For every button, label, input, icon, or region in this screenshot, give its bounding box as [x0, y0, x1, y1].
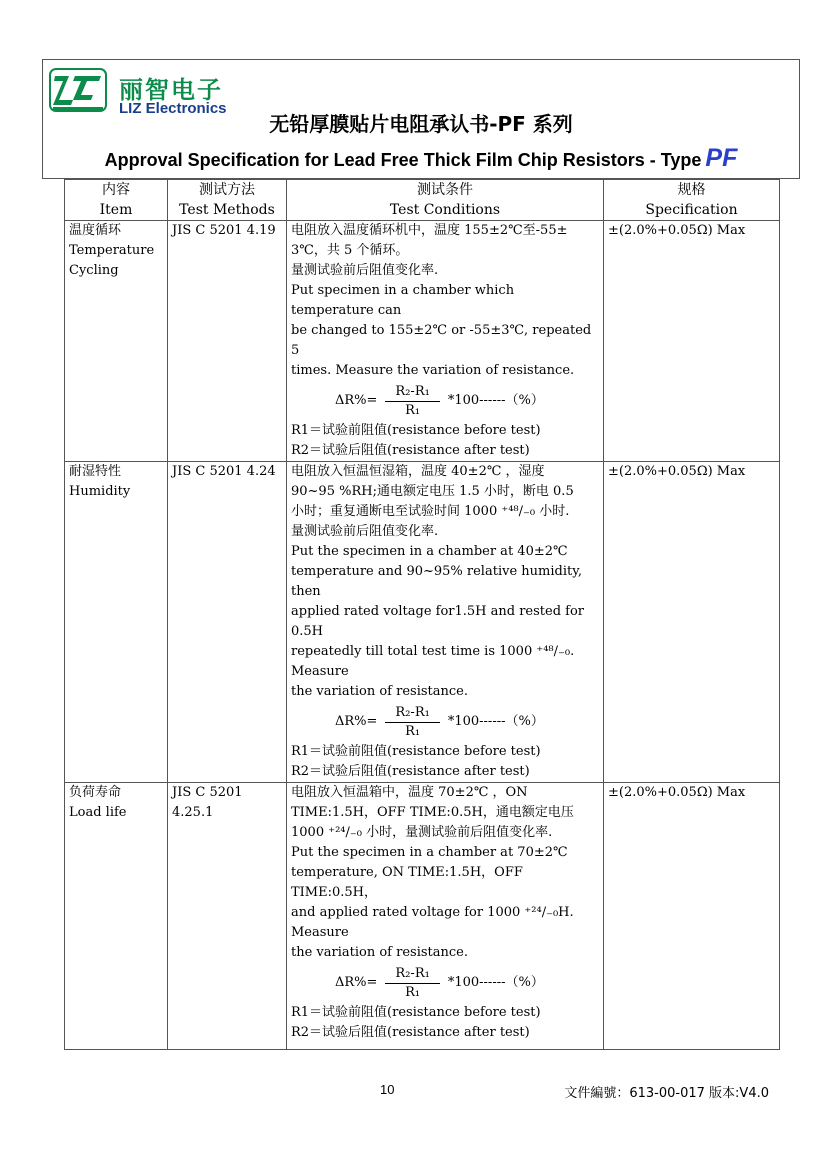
conditions-cell-line: Put the specimen in a chamber at 40±2℃ [291, 544, 568, 559]
specification-value: ±(2.0%+0.05Ω) Max [608, 785, 746, 800]
method-cell-line: JIS C 5201 [172, 785, 243, 800]
header-item-en: Item [99, 202, 133, 218]
conditions-cell-line: 3℃，共 5 个循环。 [291, 243, 409, 258]
resistance-note: R1＝试验前阻值(resistance before test) [291, 744, 541, 759]
conditions-cell-line: Put the specimen in a chamber at 70±2℃ [291, 845, 568, 860]
item-cell-line: Temperature [69, 243, 155, 258]
title-english [43, 144, 799, 173]
table-row [65, 221, 780, 462]
formula-rhs: *100------（%） [447, 975, 544, 990]
formula-lhs: ΔR%= [335, 393, 378, 408]
item-cell-line: 负荷寿命 [69, 785, 122, 800]
conditions-cell [287, 221, 604, 462]
conditions-cell-line: TIME:1.5H，OFF TIME:0.5H，通电额定电压 [291, 805, 574, 820]
item-cell-line: Cycling [69, 263, 119, 278]
conditions-cell-line: applied rated voltage for1.5H and rested for 0.5H [291, 604, 585, 639]
resistance-note: R2＝试验后阻值(resistance after test) [291, 443, 530, 458]
header-item-cn: 内容 [102, 182, 130, 198]
formula-fraction [385, 704, 439, 741]
title-english-text: Approval Specification for Lead Free Thick Film Chip Resistors - Type [104, 150, 702, 170]
specification-value: ±(2.0%+0.05Ω) Max [608, 223, 746, 238]
resistance-change-formula [335, 381, 599, 421]
item-cell-line: 温度循环 [69, 223, 122, 238]
header-item [65, 180, 168, 221]
formula-denominator: R₁ [405, 402, 421, 418]
conditions-cell-line: 量测试验前后阻值变化率. [291, 524, 439, 539]
header-methods-en: Test Methods [179, 202, 275, 218]
resistance-note: R1＝试验前阻值(resistance before test) [291, 423, 541, 438]
method-cell-line: JIS C 5201 4.19 [172, 223, 276, 238]
formula-lhs: ΔR%= [335, 714, 378, 729]
table-row [65, 783, 780, 1050]
header-methods [168, 180, 287, 221]
specification-cell [604, 221, 780, 462]
conditions-cell-line: the variation of resistance. [291, 684, 468, 699]
formula-rhs: *100------（%） [447, 714, 544, 729]
title-chinese: 无铅厚膜贴片电阻承认书-PF 系列 [269, 112, 573, 136]
formula-lhs: ΔR%= [335, 975, 378, 990]
conditions-cell-line: 电阻放入恒温恒湿箱，温度 40±2℃ ，湿度 [291, 464, 545, 479]
resistance-note: R1＝试验前阻值(resistance before test) [291, 1005, 541, 1020]
title-type-pf: PF [705, 144, 738, 172]
method-cell [168, 462, 287, 783]
item-cell [65, 462, 168, 783]
conditions-cell-line: 1000 ⁺²⁴/₋₀ 小时，量测试验前后阻值变化率. [291, 825, 553, 840]
method-cell-line: 4.25.1 [172, 805, 214, 820]
item-cell [65, 221, 168, 462]
method-cell [168, 221, 287, 462]
conditions-cell-line: times. Measure the variation of resistance. [291, 363, 575, 378]
conditions-cell-line: 电阻放入恒温箱中，温度 70±2℃ ，ON [291, 785, 528, 800]
formula-rhs: *100------（%） [447, 393, 544, 408]
item-cell-line: 耐湿特性 [69, 464, 122, 479]
conditions-cell-line: the variation of resistance. [291, 945, 468, 960]
conditions-cell [287, 462, 604, 783]
logo-chinese-name: 丽智电子 [119, 76, 223, 104]
resistance-change-formula [335, 963, 599, 1003]
resistance-change-formula [335, 702, 599, 742]
conditions-cell-line: repeatedly till total test time is 1000 ⁺⁴⁸/₋₀. Measure [291, 644, 575, 679]
formula-numerator: R₂-R₁ [385, 704, 439, 723]
specification-cell [604, 462, 780, 783]
formula-fraction [385, 383, 439, 420]
table-header-row [65, 180, 780, 221]
header-conditions [287, 180, 604, 221]
formula-denominator: R₁ [405, 723, 421, 739]
method-cell [168, 783, 287, 1050]
conditions-cell-line: temperature, ON TIME:1.5H，OFF TIME:0.5H， [291, 865, 523, 900]
formula-denominator: R₁ [405, 984, 421, 1000]
conditions-cell [287, 783, 604, 1050]
table-row [65, 462, 780, 783]
conditions-cell-line: 90~95 %RH;通电额定电压 1.5 小时，断电 0.5 [291, 484, 574, 499]
item-cell [65, 783, 168, 1050]
resistance-note: R2＝试验后阻值(resistance after test) [291, 1025, 530, 1040]
conditions-cell-line: and applied rated voltage for 1000 ⁺²⁴/₋₀H. Measure [291, 905, 574, 940]
item-cell-line: Humidity [69, 484, 131, 499]
item-cell-line: Load life [69, 805, 127, 820]
conditions-cell-line: 小时；重复通断电至试验时间 1000 ⁺⁴⁸/₋₀ 小时. [291, 504, 570, 519]
conditions-cell-line: Put specimen in a chamber which temperature can [291, 283, 515, 318]
header-specification [604, 180, 780, 221]
page-number: 10 [380, 1082, 395, 1097]
logo-english-name: LIZ Electronics [119, 100, 227, 117]
conditions-cell-line: temperature and 90~95% relative humidity, then [291, 564, 582, 599]
liz-logo-icon [49, 68, 107, 112]
specification-value: ±(2.0%+0.05Ω) Max [608, 464, 746, 479]
specification-cell [604, 783, 780, 1050]
conditions-cell-line: 量测试验前后阻值变化率. [291, 263, 439, 278]
resistance-note: R2＝试验后阻值(resistance after test) [291, 764, 530, 779]
conditions-cell-line: be changed to 155±2℃ or -55±3℃, repeated 5 [291, 323, 592, 358]
conditions-cell-line: 电阻放入温度循环机中，温度 155±2℃至-55± [291, 223, 568, 238]
header-spec-cn: 规格 [677, 182, 706, 198]
header-conditions-cn: 测试条件 [417, 182, 473, 198]
document-header [42, 59, 800, 179]
header-spec-en: Specification [645, 202, 738, 218]
formula-numerator: R₂-R₁ [385, 965, 439, 984]
formula-numerator: R₂-R₁ [385, 383, 439, 402]
header-methods-cn: 测试方法 [199, 182, 255, 198]
header-conditions-en: Test Conditions [389, 202, 501, 218]
method-cell-line: JIS C 5201 4.24 [172, 464, 276, 479]
test-spec-table [64, 179, 780, 1050]
formula-fraction [385, 965, 439, 1002]
document-number: 文件編號：613-00-017 版本:V4.0 [564, 1086, 769, 1101]
